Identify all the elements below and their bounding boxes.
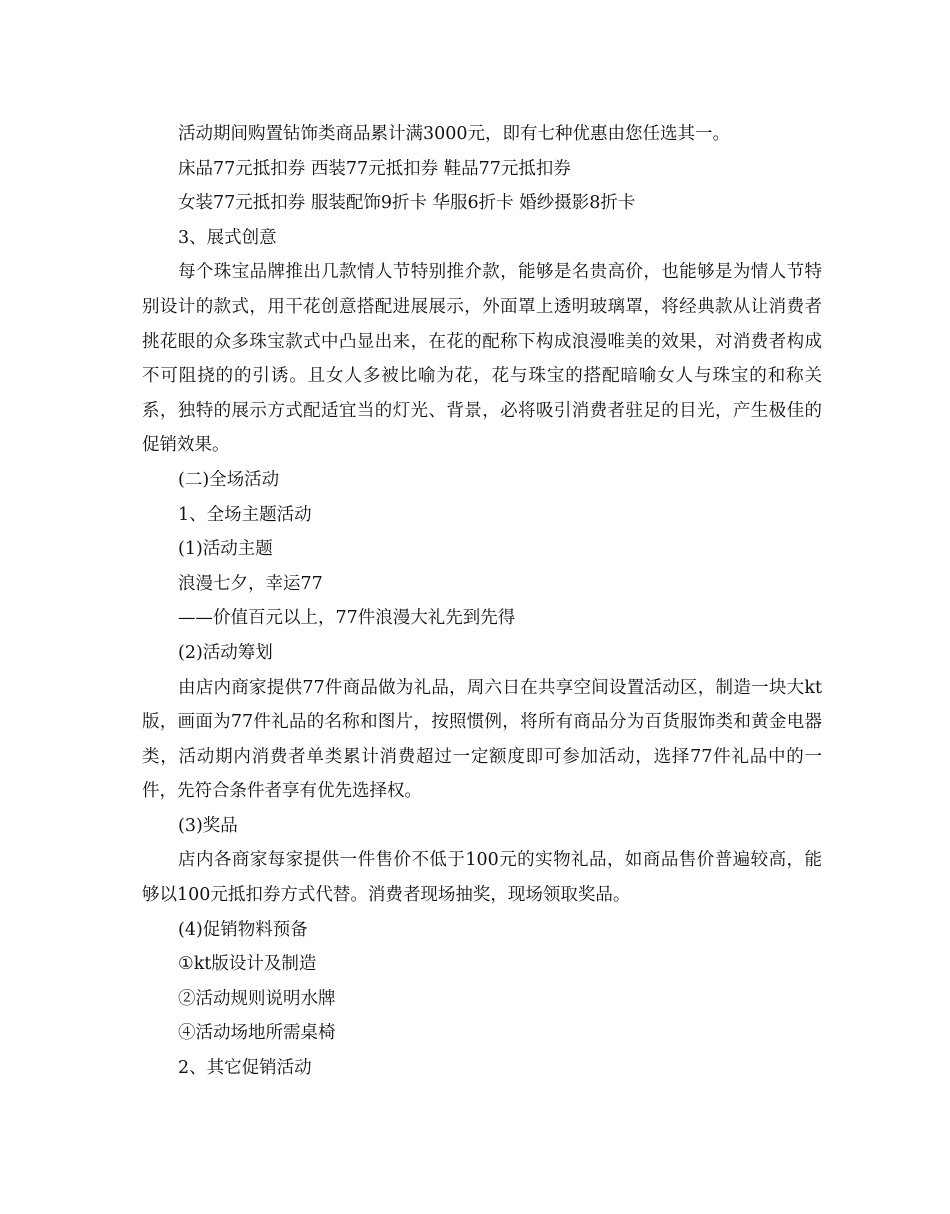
list-item-rules-sign: ②活动规则说明水牌 (178, 988, 336, 1009)
paragraph-promo-intro: 活动期间购置钻饰类商品累计满3000元，即有七种优惠由您任选其一。 (178, 124, 731, 144)
heading-other-promotions: 2、其它促销活动 (178, 1058, 312, 1079)
list-item-tables-chairs: ④活动场地所需桌椅 (178, 1023, 336, 1044)
paragraph-display-description: 每个珠宝品牌推出几款情人节特别推介款，能够是名贵高价，也能够是为情人节特别设计的款式，用干花创意搭配进展展示，外面罩上透明玻璃罩，将经典款从让消费者挑花眼的众多珠宝款式中凸显出来，在花的配称下构成浪漫唯美的效果，对消费者构成不可阻挠的的引诱。且女人多被比喻为花，花与珠宝的搭配暗喻女人与珠宝的和称关系，独特的展示方式配适宜当的灯光、背景，必将吸引消费者驻足的目光，产生极佳的促销效果。 (142, 262, 822, 456)
paragraph-voucher-list-1: 床品77元抵扣券 西装77元抵扣券 鞋品77元抵扣券 (178, 158, 571, 179)
paragraph-theme-title: 浪漫七夕，幸运77 (178, 573, 323, 594)
heading-theme-activity: 1、全场主题活动 (178, 504, 312, 525)
paragraph-theme-subtitle: ——价值百元以上，77件浪漫大礼先到先得 (178, 608, 516, 629)
heading-store-wide-activities: (二)全场活动 (178, 469, 280, 490)
heading-display-creative: 3、展式创意 (178, 227, 277, 248)
document-body (142, 117, 822, 1086)
paragraph-voucher-list-2: 女装77元抵扣券 服装配饰9折卡 华服6折卡 婚纱摄影8折卡 (178, 193, 636, 214)
heading-promo-materials: (4)促销物料预备 (178, 919, 308, 940)
heading-activity-planning: (2)活动筹划 (178, 642, 273, 663)
heading-activity-theme: (1)活动主题 (178, 539, 273, 560)
paragraph-planning-description: 由店内商家提供77件商品做为礼品，周六日在共享空间设置活动区，制造一块大kt版，画面为77件礼品的名称和图片，按照惯例，将所有商品分为百货服饰类和黄金电器类，活动期内消费者单类累计消费超过一定额度即可参加活动，选择77件礼品中的一件，先符合条件者享有优先选择权。 (142, 677, 822, 802)
paragraph-prizes-description: 店内各商家每家提供一件售价不低于100元的实物礼品，如商品售价普遍较高，能够以100元抵扣券方式代替。消费者现场抽奖，现场领取奖品。 (142, 850, 822, 906)
heading-prizes: (3)奖品 (178, 815, 238, 836)
list-item-kt-board: ①kt版设计及制造 (178, 954, 317, 975)
